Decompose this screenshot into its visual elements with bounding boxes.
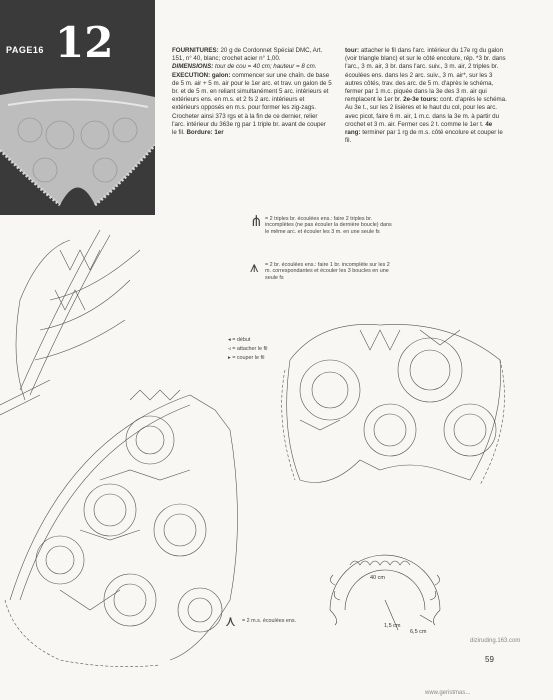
watermark-2: www.geristmas... xyxy=(425,690,471,696)
legend-debut: ◂ = début xyxy=(228,337,251,343)
fournitures-text: 20 g de Cordonnet Spécial DMC, Art. 151, n° 40, blanc; crochet acier n° 1,00. xyxy=(172,47,323,63)
legend-item-3: = 2 m.s. écoulées ens. xyxy=(242,618,297,624)
legend-couper: ▸ = couper le fil xyxy=(228,355,265,361)
dimensions-label: DIMENSIONS: xyxy=(172,63,214,71)
triple-treble-cluster-icon: ⋔ xyxy=(250,212,263,230)
legend-debut-text: = début xyxy=(232,337,251,343)
page-label: PAGE16 xyxy=(6,45,44,55)
execution-text: commencer sur une chaîn. de base de 5 m. air + 5 m. air pour le 1er arc. et trav. un galon de 5 br. et de 5 m. en reliant simultanément 5 arc. intérieurs et extérieurs ens. en m.s. et 2 fs 2 arc. intérieurs et extérieurs opposés en m.s. pour former les zig-zags. Crocheter ainsi 373 rgs et à la fin de ce dernier, relier l'arc. intérieur du 363e rg par 1 triple br. avant de couper le fil. xyxy=(172,71,332,137)
legend-item-2: = 2 br. écoulées ens.: faire 1 br. incomplète sur les 2 m. correspondantes et écouler les 3 boucles en une seule fs xyxy=(265,262,390,281)
legend-attacher: ◃ = attacher le fil xyxy=(228,346,268,352)
galon-strip-diagram xyxy=(0,230,140,415)
neck-dimension: 40 cm xyxy=(370,575,385,581)
dimension-2: 6,5 cm xyxy=(410,629,427,635)
legend-couper-text: = couper le fil xyxy=(232,355,265,361)
legend-item-1: = 2 triples br. écoulées ens.: faire 2 triples br. incomplètes (ne pas écouler la dernière boucle) dans le même arc. et écouler les 3 m. en une seule fs xyxy=(265,216,392,235)
tours-23-text: cont. d'après le schéma. Au 3e t., sur les 2 lisières et le haut du col, pour les arc. avec picot, faire 6 m. air, 1 m.c. dans la 3e m. à partir du crochet et 3 m. air. Fermer ces 2 t. comme le 1er t. xyxy=(345,96,507,128)
collar-left-diagram xyxy=(5,390,238,667)
pattern-number: 12 xyxy=(55,18,114,67)
tour-text: attacher le fil dans l'arc. intérieur du 17e rg du galon (voir triangle blanc) et sur le côté encolure, rép. *3 br. dans l'arc., 3 m. air, 3 br. dans l'arc. suiv., 3 m. air, 2 triples br. écoulées ens. dans les 2 arc. suiv., 3 m. air*, sur les 3 autres côtés, trav. des arc. de 5 m. d'après le schéma, fermer par 1 m.c. piquée dans la 3e des 3 m. air qui remplacent le 1er br. xyxy=(345,47,506,104)
tours-23-label: 2e-3e tours: xyxy=(403,96,439,104)
collar-schematic xyxy=(330,555,440,630)
rang-4-label: 4e rang: xyxy=(345,120,493,137)
execution-label: EXECUTION: galon: xyxy=(172,71,231,79)
collar-right-diagram xyxy=(282,324,505,485)
watermark-1: diziruding.163.com xyxy=(470,638,521,644)
single-crochet-cluster-icon: ⋏ xyxy=(225,612,236,630)
legend-attacher-text: = attacher le fil xyxy=(232,346,268,352)
bordure-label: Bordure: 1er xyxy=(186,129,224,137)
fournitures-label: FOURNITURES: xyxy=(172,47,219,54)
tour-label: tour: xyxy=(345,47,360,54)
dimensions-text: tour de cou = 40 cm; hauteur = 8 cm. xyxy=(215,63,317,71)
page-number: 59 xyxy=(485,655,494,664)
dimension-1: 1,5 cm xyxy=(384,623,401,629)
treble-cluster-icon: ⩚ xyxy=(250,258,259,276)
rang-4-text: terminer par 1 rg de m.s. côté encolure et couper le fil. xyxy=(345,129,503,145)
